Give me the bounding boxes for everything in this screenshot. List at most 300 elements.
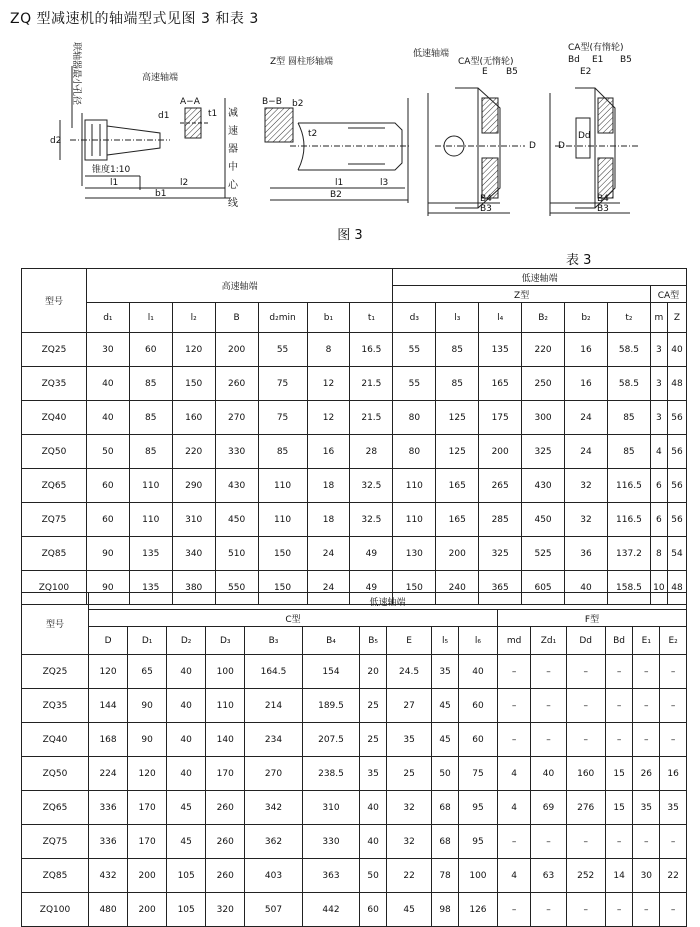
table-cell: 25	[360, 689, 387, 723]
table-cell: 362	[245, 825, 302, 859]
column-header: E	[386, 627, 431, 655]
table-cell: –	[633, 655, 660, 689]
table-cell: 110	[393, 503, 436, 537]
table-cell: 50	[360, 859, 387, 893]
table-cell: 40	[167, 689, 206, 723]
table-cell: 189.5	[302, 689, 359, 723]
table-cell: 85	[607, 401, 650, 435]
table-cell: 200	[128, 859, 167, 893]
table-cell: 430	[522, 469, 565, 503]
coupling-note: 联轴器最小孔径	[71, 42, 81, 106]
table-cell: 150	[258, 571, 307, 605]
l1-label: l1	[110, 178, 119, 188]
table-cell: 32	[386, 791, 431, 825]
table-cell: 15	[605, 791, 633, 825]
table-cell: 8	[650, 537, 667, 571]
table-cell: 442	[302, 893, 359, 927]
model-cell: ZQ85	[22, 859, 89, 893]
table-cell: –	[531, 825, 566, 859]
table-cell: 80	[393, 435, 436, 469]
table-cell: 20	[360, 655, 387, 689]
model-cell: ZQ50	[22, 757, 89, 791]
table-cell: 150	[258, 537, 307, 571]
table-cell: –	[660, 723, 687, 757]
column-header: Z	[667, 303, 686, 333]
table-cell: 3	[650, 367, 667, 401]
table-cell: 200	[479, 435, 522, 469]
table-cell: 15	[605, 757, 633, 791]
table-cell: –	[497, 893, 530, 927]
table-cell: 22	[386, 859, 431, 893]
table-row	[22, 757, 687, 791]
table-cell: 100	[206, 655, 245, 689]
table-cell: 140	[206, 723, 245, 757]
l3-label: l3	[380, 178, 389, 188]
table-cell: 4	[497, 757, 530, 791]
table-cell: 85	[129, 401, 172, 435]
table-cell: 125	[436, 435, 479, 469]
table-row	[22, 689, 687, 723]
table-cell: 49	[350, 571, 393, 605]
table-cell: 330	[215, 435, 258, 469]
b2-label: b2	[292, 99, 304, 109]
table-cell: 60	[129, 333, 172, 367]
table-cell: 90	[86, 571, 129, 605]
table-cell: 175	[479, 401, 522, 435]
table-cell: 110	[258, 503, 307, 537]
column-header: d₃	[393, 303, 436, 333]
table-cell: 170	[128, 791, 167, 825]
column-header: B₄	[302, 627, 359, 655]
column-header: d₁	[86, 303, 129, 333]
bb-label: B−B	[262, 97, 282, 107]
table-cell: 336	[89, 791, 128, 825]
table-cell: 32	[386, 825, 431, 859]
column-header: D₂	[167, 627, 206, 655]
table-cell: 320	[206, 893, 245, 927]
table-cell: 214	[245, 689, 302, 723]
table-cell: 25	[386, 757, 431, 791]
table-cell: 116.5	[607, 503, 650, 537]
table-cell: 160	[566, 757, 605, 791]
table-cell: 56	[667, 469, 686, 503]
table-cell: 45	[386, 893, 431, 927]
table-cell: 110	[129, 469, 172, 503]
f-type-header: F型	[497, 610, 686, 627]
table-cell: 330	[302, 825, 359, 859]
table-cell: 238.5	[302, 757, 359, 791]
taper-label: 锥度1:10	[92, 165, 131, 175]
table-cell: 300	[522, 401, 565, 435]
model-cell: ZQ75	[22, 825, 89, 859]
table-cell: –	[633, 893, 660, 927]
table-cell: 24	[307, 571, 350, 605]
table-cell: –	[633, 723, 660, 757]
table-cell: 8	[307, 333, 350, 367]
table-cell: 240	[436, 571, 479, 605]
table-cell: 165	[479, 367, 522, 401]
c-type-header: C型	[89, 610, 498, 627]
table-cell: 110	[258, 469, 307, 503]
aa-label: A−A	[180, 97, 200, 107]
table-cell: 200	[128, 893, 167, 927]
table-cell: 200	[215, 333, 258, 367]
table-cell: 56	[667, 401, 686, 435]
table-cell: 120	[172, 333, 215, 367]
table-cell: 432	[89, 859, 128, 893]
table-cell: 80	[393, 401, 436, 435]
table-cell: 75	[258, 401, 307, 435]
B5-ca-label: B5	[620, 55, 632, 65]
table-cell: 365	[479, 571, 522, 605]
table-cell: 120	[89, 655, 128, 689]
E1-label: E1	[592, 55, 604, 65]
table-cell: 137.2	[607, 537, 650, 571]
table-cell: 50	[86, 435, 129, 469]
E2-label: E2	[580, 67, 592, 77]
table-cell: –	[605, 893, 633, 927]
low-speed-header: 低速轴端	[89, 593, 687, 610]
B2-label: B2	[330, 190, 342, 200]
table-cell: 40	[167, 723, 206, 757]
table-cell: 252	[566, 859, 605, 893]
table-cell: 154	[302, 655, 359, 689]
table-cell: 24.5	[386, 655, 431, 689]
ca-type-header: CA型	[650, 286, 686, 303]
table-cell: 58.5	[607, 333, 650, 367]
table-row	[22, 859, 687, 893]
table-cell: 430	[215, 469, 258, 503]
table-cell: 18	[307, 503, 350, 537]
table-cell: 270	[215, 401, 258, 435]
table-cell: –	[605, 689, 633, 723]
table-cell: 30	[86, 333, 129, 367]
table-cell: –	[660, 825, 687, 859]
z-type-header: Z型	[393, 286, 651, 303]
table-cell: 40	[531, 757, 566, 791]
table-cell: 95	[458, 825, 497, 859]
table-cell: 480	[89, 893, 128, 927]
high-speed-header: 高速轴端	[86, 269, 392, 303]
table-cell: 200	[436, 537, 479, 571]
table-cell: 510	[215, 537, 258, 571]
model-header: 型号	[22, 593, 89, 655]
table-cell: 56	[667, 435, 686, 469]
model-cell: ZQ100	[22, 571, 87, 605]
table-cell: 95	[458, 791, 497, 825]
table-cell: 16	[565, 333, 608, 367]
model-cell: ZQ75	[22, 503, 87, 537]
table-cell: –	[605, 723, 633, 757]
table-row	[22, 723, 687, 757]
table-cell: 525	[522, 537, 565, 571]
table-cell: 342	[245, 791, 302, 825]
table-cell: 16	[660, 757, 687, 791]
table-cell: 32.5	[350, 469, 393, 503]
table-cell: 220	[172, 435, 215, 469]
table-cell: 135	[129, 537, 172, 571]
table-cell: 40	[167, 757, 206, 791]
table-cell: 3	[650, 401, 667, 435]
table-cell: 325	[522, 435, 565, 469]
column-header: E₂	[660, 627, 687, 655]
model-header: 型号	[22, 269, 87, 333]
table-cell: 24	[565, 435, 608, 469]
table-cell: –	[633, 825, 660, 859]
table-cell: 168	[89, 723, 128, 757]
table-cell: –	[605, 655, 633, 689]
table-cell: –	[497, 723, 530, 757]
table-cell: 40	[86, 367, 129, 401]
table-cell: 60	[458, 689, 497, 723]
table-cell: 35	[660, 791, 687, 825]
table-cell: 85	[436, 333, 479, 367]
z-type-label: Z型 圆柱形轴端	[270, 57, 334, 67]
table-cell: 16	[307, 435, 350, 469]
column-header: b₂	[565, 303, 608, 333]
table-cell: 125	[436, 401, 479, 435]
table-cell: 363	[302, 859, 359, 893]
column-header: d₂min	[258, 303, 307, 333]
table-cell: 32	[565, 503, 608, 537]
table-cell: 110	[129, 503, 172, 537]
Bd-label: Bd	[568, 55, 580, 65]
table-cell: 60	[360, 893, 387, 927]
table-cell: 340	[172, 537, 215, 571]
center-line-label-3: 器	[228, 144, 238, 155]
ca-no-flange-label: CA型(无惰轮)	[458, 57, 514, 67]
table-row	[22, 367, 687, 401]
table-cell: 234	[245, 723, 302, 757]
table-cell: 45	[432, 723, 459, 757]
column-header: b₁	[307, 303, 350, 333]
center-line-label-4: 中	[228, 162, 238, 173]
table-cell: 285	[479, 503, 522, 537]
table-cell: 85	[258, 435, 307, 469]
table-cell: –	[660, 689, 687, 723]
column-header: Dd	[566, 627, 605, 655]
center-line-label-5: 心	[228, 180, 238, 191]
d1-label: d1	[158, 111, 170, 121]
table-cell: 260	[206, 825, 245, 859]
table-cell: 120	[128, 757, 167, 791]
table-cell: 3	[650, 333, 667, 367]
table-cell: 116.5	[607, 469, 650, 503]
low-speed-label: 低速轴端	[413, 49, 450, 59]
table-cell: 35	[360, 757, 387, 791]
table-cell: 40	[458, 655, 497, 689]
low-speed-header: 低速轴端	[393, 269, 687, 286]
table-cell: 24	[565, 401, 608, 435]
table-row	[22, 655, 687, 689]
table-cell: 12	[307, 401, 350, 435]
table-cell: 60	[86, 503, 129, 537]
table-cell: 50	[432, 757, 459, 791]
table-cell: 85	[436, 367, 479, 401]
model-cell: ZQ65	[22, 791, 89, 825]
table-cell: 4	[497, 791, 530, 825]
table-cell: 160	[172, 401, 215, 435]
table-cell: 40	[565, 571, 608, 605]
model-cell: ZQ35	[22, 367, 87, 401]
t1-label: t1	[208, 109, 218, 119]
table-cell: 207.5	[302, 723, 359, 757]
table-cell: –	[497, 689, 530, 723]
table-cell: 310	[172, 503, 215, 537]
table-cell: 18	[307, 469, 350, 503]
column-header: Zd₁	[531, 627, 566, 655]
table-cell: 170	[128, 825, 167, 859]
table-1	[21, 268, 687, 605]
model-cell: ZQ40	[22, 723, 89, 757]
table-cell: 32	[565, 469, 608, 503]
shaft-end-drawing	[30, 38, 670, 218]
table-cell: 40	[667, 333, 686, 367]
table-cell: 75	[258, 367, 307, 401]
column-header: l₂	[172, 303, 215, 333]
table-row	[22, 435, 687, 469]
figure-caption: 图 3	[337, 228, 363, 243]
Dd-label: Dd	[578, 131, 591, 141]
table-cell: 32.5	[350, 503, 393, 537]
column-header: l₁	[129, 303, 172, 333]
table-cell: 90	[86, 537, 129, 571]
table-cell: 126	[458, 893, 497, 927]
table-row	[22, 893, 687, 927]
B4-ca-label: B4	[597, 194, 609, 204]
table-cell: –	[531, 893, 566, 927]
table-cell: 45	[167, 791, 206, 825]
B4-label: B4	[480, 194, 492, 204]
table-cell: –	[566, 825, 605, 859]
table-cell: 56	[667, 503, 686, 537]
D-ca-label: D	[558, 141, 565, 151]
table-cell: 6	[650, 469, 667, 503]
table-cell: –	[660, 655, 687, 689]
table-cell: 60	[458, 723, 497, 757]
table-cell: 4	[650, 435, 667, 469]
table-cell: 270	[245, 757, 302, 791]
table-cell: 54	[667, 537, 686, 571]
column-header: B	[215, 303, 258, 333]
table-cell: 40	[360, 825, 387, 859]
table-cell: 276	[566, 791, 605, 825]
table-cell: 22	[660, 859, 687, 893]
table-cell: 10	[650, 571, 667, 605]
table-cell: 25	[360, 723, 387, 757]
table-cell: –	[566, 689, 605, 723]
table-row	[22, 791, 687, 825]
table-cell: 105	[167, 893, 206, 927]
table-cell: 78	[432, 859, 459, 893]
table-2	[21, 592, 687, 927]
table-cell: 135	[479, 333, 522, 367]
table-cell: 605	[522, 571, 565, 605]
column-header: t₂	[607, 303, 650, 333]
table-cell: 165	[436, 469, 479, 503]
table-cell: 85	[129, 367, 172, 401]
ca-with-flange-label: CA型(有惰轮)	[568, 43, 624, 53]
table-cell: 85	[607, 435, 650, 469]
table-cell: 21.5	[350, 401, 393, 435]
table-cell: 164.5	[245, 655, 302, 689]
table-row	[22, 537, 687, 571]
table-cell: 58.5	[607, 367, 650, 401]
B3-label: B3	[480, 204, 492, 214]
column-header: md	[497, 627, 530, 655]
model-cell: ZQ50	[22, 435, 87, 469]
table-cell: –	[531, 689, 566, 723]
table-row	[22, 825, 687, 859]
table-cell: 63	[531, 859, 566, 893]
table-cell: 35	[432, 655, 459, 689]
E-label: E	[482, 67, 488, 77]
t2-label: t2	[308, 129, 318, 139]
table-cell: 65	[128, 655, 167, 689]
table-cell: 40	[86, 401, 129, 435]
table-cell: 450	[522, 503, 565, 537]
table-row	[22, 469, 687, 503]
table-cell: –	[497, 655, 530, 689]
table-cell: 98	[432, 893, 459, 927]
table-cell: 135	[129, 571, 172, 605]
column-header: l₃	[436, 303, 479, 333]
table-cell: 35	[386, 723, 431, 757]
table-cell: 90	[128, 689, 167, 723]
b1-label: b1	[155, 189, 167, 199]
table-cell: 144	[89, 689, 128, 723]
table-cell: 55	[393, 333, 436, 367]
l2-label: l2	[180, 178, 189, 188]
table-cell: 4	[497, 859, 530, 893]
table-row	[22, 333, 687, 367]
table-cell: 325	[479, 537, 522, 571]
table-cell: 16.5	[350, 333, 393, 367]
table-label: 表 3	[566, 253, 592, 268]
l1-z-label: l1	[335, 178, 344, 188]
table-cell: 55	[258, 333, 307, 367]
table-cell: 220	[522, 333, 565, 367]
model-cell: ZQ85	[22, 537, 87, 571]
center-line-label-6: 线	[228, 198, 238, 209]
table-cell: 158.5	[607, 571, 650, 605]
table-cell: 260	[206, 791, 245, 825]
table-cell: 27	[386, 689, 431, 723]
table-row	[22, 401, 687, 435]
table-cell: 45	[432, 689, 459, 723]
table-cell: 14	[605, 859, 633, 893]
column-header: l₆	[458, 627, 497, 655]
page-title: ZQ 型减速机的轴端型式见图 3 和表 3	[10, 11, 259, 27]
table-cell: 75	[458, 757, 497, 791]
table-cell: 100	[458, 859, 497, 893]
table-cell: 130	[393, 537, 436, 571]
table-cell: 380	[172, 571, 215, 605]
table-cell: 290	[172, 469, 215, 503]
column-header: D₃	[206, 627, 245, 655]
column-header: D	[89, 627, 128, 655]
model-cell: ZQ65	[22, 469, 87, 503]
table-cell: 507	[245, 893, 302, 927]
table-cell: 250	[522, 367, 565, 401]
table-cell: 68	[432, 791, 459, 825]
table-cell: 24	[307, 537, 350, 571]
table-cell: –	[566, 723, 605, 757]
table-cell: 49	[350, 537, 393, 571]
table-cell: 60	[86, 469, 129, 503]
table-cell: 260	[215, 367, 258, 401]
model-cell: ZQ25	[22, 655, 89, 689]
